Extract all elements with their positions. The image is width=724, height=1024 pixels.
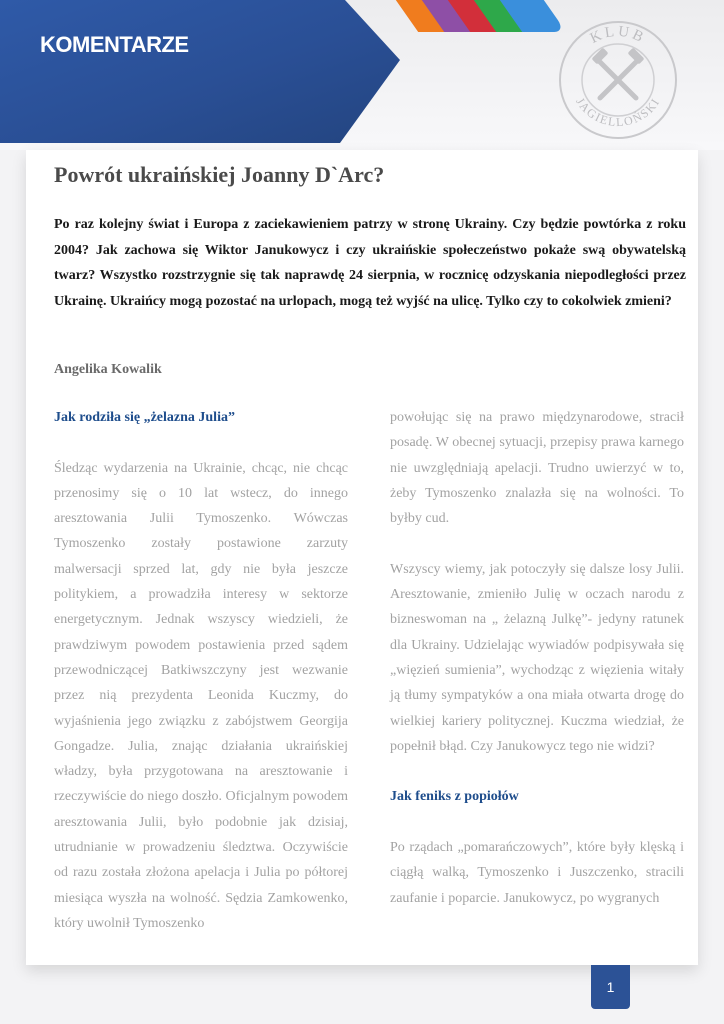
section-banner — [0, 0, 410, 143]
subheading-iron-julia: Jak rodziła się „żelazna Julia” — [54, 410, 235, 425]
article-lead: Po raz kolejny świat i Europa z zaciekawieniem patrzy w stronę Ukrainy. Czy będzie powtórka z roku 2004? Jak zachowa się Wiktor Janukowycz i czy ukraińskie społeczeństwo pokaże swą obywatelską twarz? Wszystko rozstrzygnie się tak naprawdę 24 sierpnia, w rocznicę odzyskania niepodległości przez Ukrainę. Ukraińcy mogą pozostać na urlopach, mogą też wyjść na ulicę. Tylko czy to cokolwiek zmieni? — [54, 217, 686, 309]
article-title: Powrót ukraińskiej Joanny D`Arc? — [54, 162, 385, 187]
color-stripes — [380, 0, 580, 40]
right-paragraph-3: Po rządach „pomarańczowych”, które były klęską i ciągłą walką, Tymoszenko i Juszczenko, stracili zaufanie i poparcie. Janukowycz, po wygranych — [390, 840, 684, 906]
right-paragraph-2: Wszyscy wiemy, jak potoczyły się dalsze losy Julii. Aresztowanie, zmieniło Julię w oczach narodu z bizneswoman na „ żelazną Julkę”- jedyny ratunek dla Ukrainy. Udzielając wywiadów podpisywała się „więzień sumienia”, wychodząc z więzienia witały ją tłumy sympatyków a ona miała otwarta drogę do wielkiej kariery politycznej. Kuczma wiedział, że popełnił błąd. Czy Janukowycz tego nie widzi? — [390, 561, 684, 754]
svg-text:JAGIELLOŃSKI: JAGIELLOŃSKI — [573, 95, 663, 130]
left-column — [54, 405, 348, 936]
subheading-phoenix: Jak feniks z popiołów — [390, 789, 519, 805]
svg-text:KLUB: KLUB — [587, 23, 649, 47]
klub-jagiellonski-logo-icon — [556, 18, 680, 142]
page-number: 1 — [591, 965, 630, 1009]
right-paragraph-1: powołując się na prawo międzynarodowe, stracił posadę. W obecnej sytuacji, przepisy prawa karnego nie uwzględniają apelacji. Trudno uwierzyć w to, żeby Tymoszenko znalazła się na wolności. To byłby cud. — [390, 410, 684, 527]
section-title: KOMENTARZE — [40, 32, 189, 57]
right-column — [390, 405, 684, 911]
article-author: Angelika Kowalik — [54, 362, 162, 377]
page-header — [0, 0, 724, 150]
left-paragraph: Śledząc wydarzenia na Ukrainie, chcąc, nie chcąc przenosimy się o 10 lat wstecz, do innego aresztowania Julii Tymoszenko. Wówczas Tymoszenko zostały postawione zarzuty malwersacji sprzed lat, gdy nie była jeszcze politykiem, a prowadziła interesy w sektorze energetycznym. Jednak wszyscy wiedzieli, że prawdziwym powodem postawienia przed sądem przewodniczącej Batkiwszczyny jest wezwanie przez nią prezydenta Leonida Kuczmy, do wyjaśnienia jego związku z zabójstwem Georgija Gongadze. Julia, znając działania ukraińskiej władzy, była przygotowana na aresztowanie i rzeczywiście do niego doszło. Oficjalnym powodem aresztowania Julii, było podobnie jak dzisiaj, utrudnianie w prowadzeniu śledztwa. Oczywiście od razu została złożona apelacja i Julia po półtorej miesiąca wyszła na wolność. Sędzia Zamkowenko, który uwolnił Tymoszenko — [54, 460, 348, 931]
